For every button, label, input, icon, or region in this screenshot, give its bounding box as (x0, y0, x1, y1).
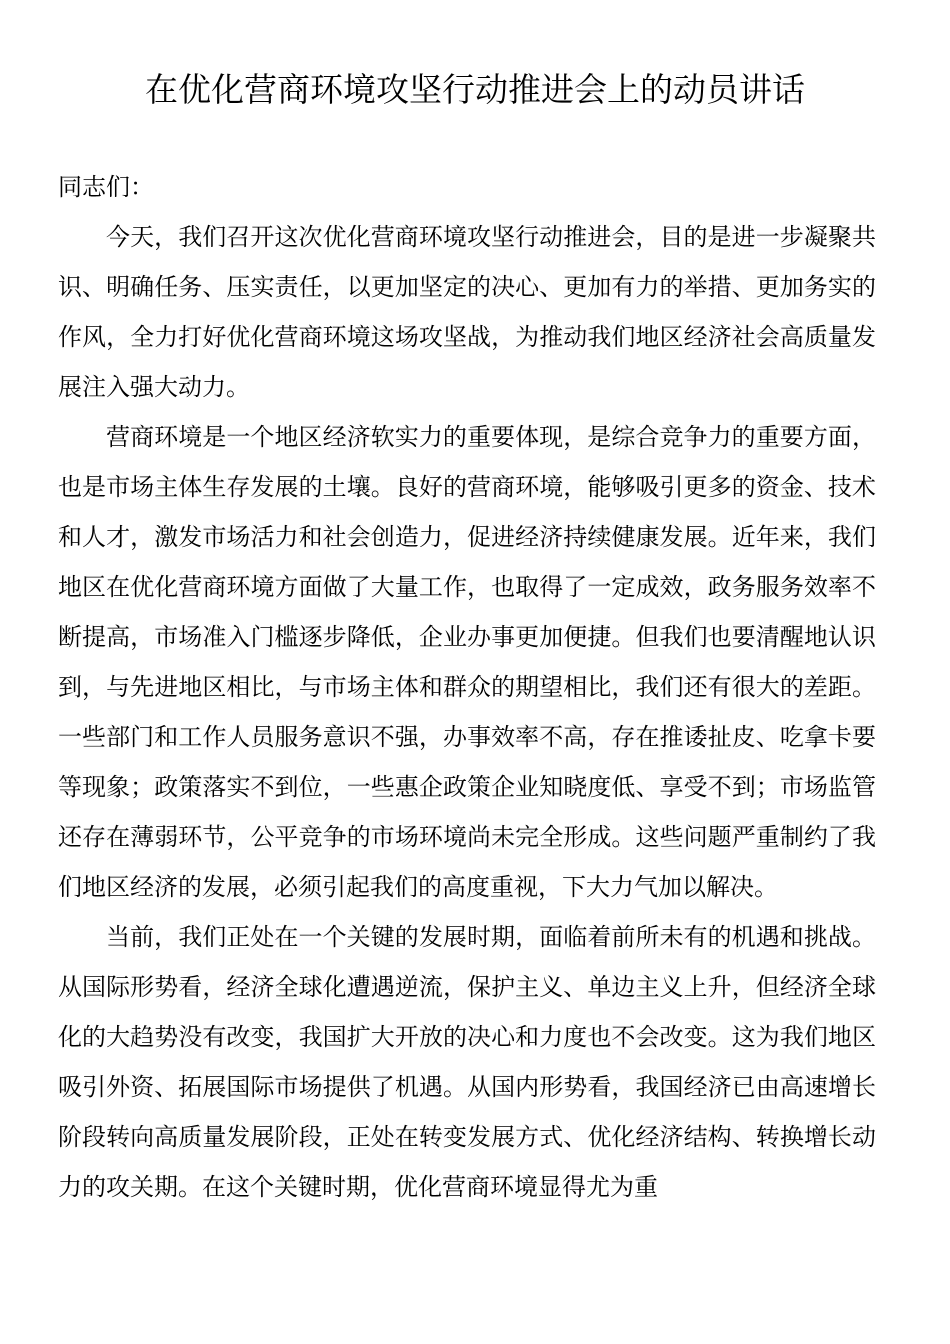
paragraph-1: 今天，我们召开这次优化营商环境攻坚行动推进会，目的是进一步凝聚共识、明确任务、压实责任，以更加坚定的决心、更加有力的举措、更加务实的作风，全力打好优化营商环境这场攻坚战，为推动我们地区经济社会高质量发展注入强大动力。 (58, 223, 876, 401)
salutation: 同志们： (58, 173, 154, 201)
document-title: 在优化营商环境攻坚行动推进会上的动员讲话 (145, 70, 805, 109)
paragraph-3: 当前，我们正处在一个关键的发展时期，面临着前所未有的机遇和挑战。从国际形势看，经济全球化遭遇逆流，保护主义、单边主义上升，但经济全球化的大趋势没有改变，我国扩大开放的决心和力度也不会改变。这为我们地区吸引外资、拓展国际市场提供了机遇。从国内形势看，我国经济已由高速增长阶段转向高质量发展阶段，正处在转变发展方式、优化经济结构、转换增长动力的攻关期。在这个关键时期，优化营商环境显得尤为重 (58, 923, 876, 1201)
document-body (58, 162, 876, 1212)
paragraph-2: 营商环境是一个地区经济软实力的重要体现，是综合竞争力的重要方面，也是市场主体生存发展的土壤。良好的营商环境，能够吸引更多的资金、技术和人才，激发市场活力和社会创造力，促进经济持续健康发展。近年来，我们地区在优化营商环境方面做了大量工作，也取得了一定成效，政务服务效率不断提高，市场准入门槛逐步降低，企业办事更加便捷。但我们也要清醒地认识到，与先进地区相比，与市场主体和群众的期望相比，我们还有很大的差距。一些部门和工作人员服务意识不强，办事效率不高，存在推诿扯皮、吃拿卡要等现象；政策落实不到位，一些惠企政策企业知晓度低、享受不到；市场监管还存在薄弱环节，公平竞争的市场环境尚未完全形成。这些问题严重制约了我们地区经济的发展，必须引起我们的高度重视，下大力气加以解决。 (58, 423, 876, 901)
